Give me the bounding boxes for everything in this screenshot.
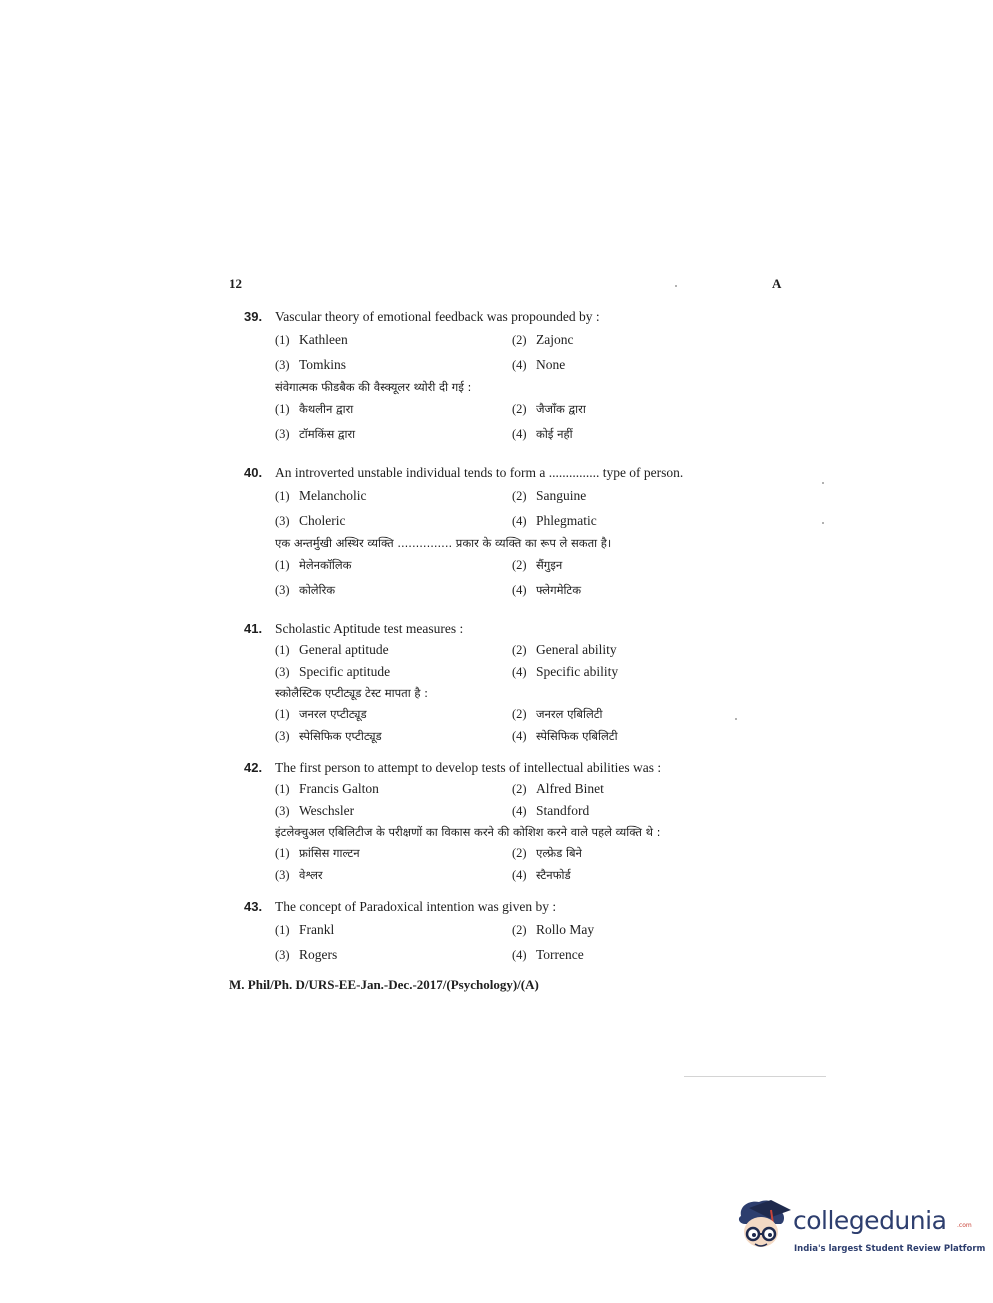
question-text-hindi: स्कोलैस्टिक एप्टीट्यूड टेस्ट मापता है : xyxy=(275,686,428,700)
scan-artifact-dot xyxy=(822,482,824,484)
option-1: (1) General aptitude xyxy=(275,642,389,657)
logo-suffix: .com xyxy=(957,1222,972,1229)
mascot-icon xyxy=(735,1196,793,1258)
option-4-hindi: (4) स्पेसिफिक एबिलिटी xyxy=(512,729,618,743)
option-1: (1) Frankl xyxy=(275,922,335,937)
option-1-hindi: (1) कैथलीन द्वारा xyxy=(275,402,354,416)
collegedunia-logo xyxy=(735,1196,986,1268)
question-42 xyxy=(244,758,744,886)
exam-footer-code: M. Phil/Ph. D/URS-EE-Jan.-Dec.-2017/(Psychology)/(A) xyxy=(229,977,539,992)
question-number: 42. xyxy=(244,760,263,775)
question-text-hindi: संवेगात्मक फीडबैक की वैस्क्यूलर थ्योरी दी गई : xyxy=(275,380,472,394)
option-2: (2) General ability xyxy=(512,642,617,657)
question-text: Vascular theory of emotional feedback was propounded by : xyxy=(275,309,600,324)
question-43 xyxy=(244,897,744,967)
option-2: (2) Sanguine xyxy=(512,488,587,503)
option-3: (3) Specific aptitude xyxy=(275,664,391,679)
option-4: (4) Phlegmatic xyxy=(512,513,597,528)
option-3: (3) Choleric xyxy=(275,513,346,528)
set-code: A xyxy=(772,276,782,291)
option-4-hindi: (4) फ्लेगमेटिक xyxy=(512,583,582,597)
option-3-hindi: (3) वेश्लर xyxy=(275,868,323,882)
option-1: (1) Francis Galton xyxy=(275,781,379,796)
option-4: (4) Torrence xyxy=(512,947,584,962)
scan-artifact-line xyxy=(684,1076,826,1077)
option-1: (1) Kathleen xyxy=(275,332,348,347)
question-number: 39. xyxy=(244,309,263,324)
logo-tagline: India's largest Student Review Platform xyxy=(794,1244,986,1254)
option-3-hindi: (3) स्पेसिफिक एप्टीट्यूड xyxy=(275,729,382,743)
option-2-hindi: (2) एल्फ्रेड बिने xyxy=(512,846,582,860)
option-4-hindi: (4) स्टैनफोर्ड xyxy=(512,868,571,882)
question-text: The concept of Paradoxical intention was given by : xyxy=(275,899,557,914)
scan-artifact-dot xyxy=(822,522,824,524)
question-number: 43. xyxy=(244,899,263,914)
logo-wordmark: collegedunia xyxy=(793,1206,947,1235)
option-3-hindi: (3) टॉमकिंस द्वारा xyxy=(275,427,356,441)
option-2-hindi: (2) सैंगुइन xyxy=(512,558,563,572)
question-text: The first person to attempt to develop tests of intellectual abilities was : xyxy=(275,760,662,775)
question-text-hindi: एक अन्तर्मुखी अस्थिर व्यक्ति ............... प्रकार के व्यक्ति का रूप ले सकता है। xyxy=(275,536,612,550)
question-39 xyxy=(244,307,744,447)
option-3-hindi: (3) कोलेरिक xyxy=(275,583,336,597)
option-2: (2) Rollo May xyxy=(512,922,595,937)
scan-artifact-dot xyxy=(675,285,677,287)
option-4: (4) None xyxy=(512,357,566,372)
question-number: 41. xyxy=(244,621,263,636)
option-2: (2) Alfred Binet xyxy=(512,781,604,796)
option-2-hindi: (2) जनरल एबिलिटी xyxy=(512,707,603,721)
option-4-hindi: (4) कोई नहीं xyxy=(512,427,573,441)
option-1-hindi: (1) जनरल एप्टीट्यूड xyxy=(275,707,367,721)
option-3: (3) Weschsler xyxy=(275,803,355,818)
option-1-hindi: (1) मेलेनकॉलिक xyxy=(275,558,352,572)
question-text: Scholastic Aptitude test measures : xyxy=(275,621,464,636)
option-3: (3) Rogers xyxy=(275,947,338,962)
option-1-hindi: (1) फ्रांसिस गाल्टन xyxy=(275,846,360,860)
option-1: (1) Melancholic xyxy=(275,488,367,503)
scan-artifact-dot xyxy=(735,718,737,720)
question-text: An introverted unstable individual tends to form a ............... type of person. xyxy=(275,465,684,480)
question-41 xyxy=(244,619,744,747)
option-2-hindi: (2) जैजॉंक द्वारा xyxy=(512,402,586,416)
question-40 xyxy=(244,463,744,603)
page-number: 12 xyxy=(229,276,242,291)
question-number: 40. xyxy=(244,465,263,480)
question-text-hindi: इंटलेक्चुअल एबिलिटीज के परीक्षणों का विकास करने की कोशिश करने वाले पहले व्यक्ति थे : xyxy=(275,825,661,839)
option-3: (3) Tomkins xyxy=(275,357,347,372)
option-2: (2) Zajonc xyxy=(512,332,574,347)
option-4: (4) Specific ability xyxy=(512,664,619,679)
option-4: (4) Standford xyxy=(512,803,590,818)
